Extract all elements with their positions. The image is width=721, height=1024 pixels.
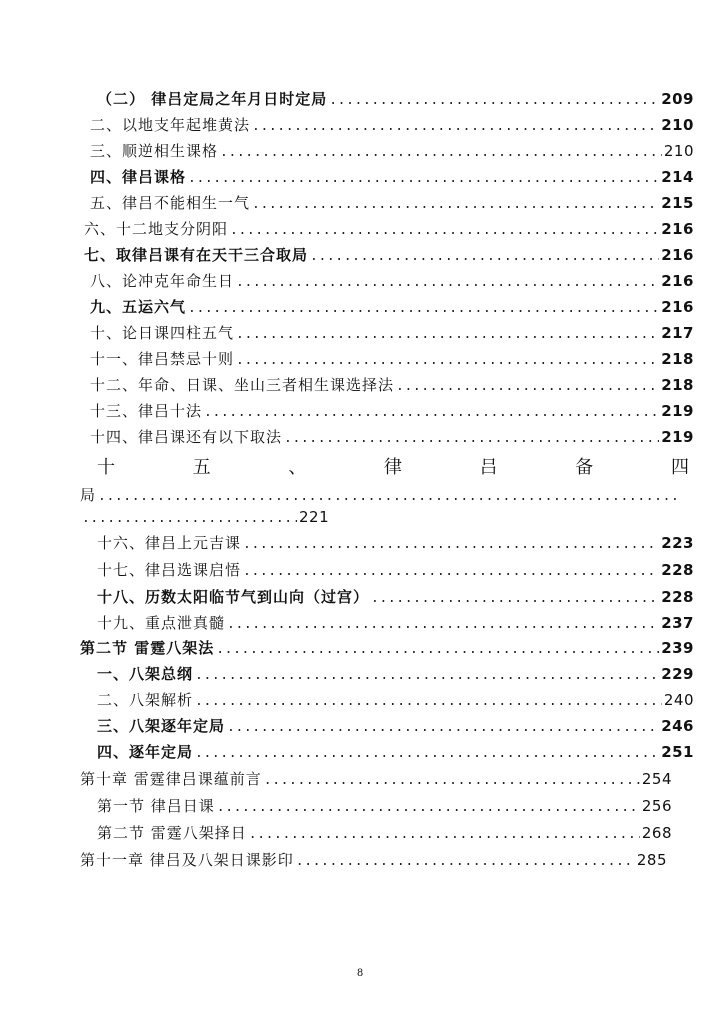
toc-entry bbox=[97, 532, 694, 558]
toc-leader-dots bbox=[284, 431, 659, 446]
toc-leader-dots bbox=[243, 564, 659, 579]
toc-entry-page: 254 bbox=[641, 770, 672, 788]
toc-entry-page: 209 bbox=[661, 90, 694, 108]
toc-entry-page: 229 bbox=[661, 665, 694, 683]
toc-leader-dots bbox=[236, 327, 659, 342]
toc-entry-label: 第一节 律吕日课 bbox=[97, 797, 215, 815]
toc-leader-dots bbox=[249, 827, 640, 842]
toc-leader-dots bbox=[236, 353, 659, 368]
toc-entry-page: 219 bbox=[661, 428, 694, 446]
toc-entry bbox=[90, 296, 694, 322]
toc-entry-label: 六、十二地支分阴阳 bbox=[84, 220, 229, 238]
toc-entry-page: 251 bbox=[661, 743, 694, 761]
toc-entry-page: 268 bbox=[641, 824, 672, 842]
toc-entry-label: 第二节 雷霆八架法 bbox=[80, 639, 215, 657]
toc-entry-page: 215 bbox=[661, 194, 694, 212]
spread-char: 五 bbox=[192, 457, 211, 478]
toc-leader-dots bbox=[195, 668, 659, 683]
toc-entry bbox=[80, 637, 694, 663]
toc-entry-label: 二、以地支年起堆黄法 bbox=[90, 116, 251, 134]
toc-entry bbox=[90, 426, 694, 452]
toc-entry-spread-page-line bbox=[80, 508, 380, 530]
toc-entry-page: 216 bbox=[661, 220, 694, 238]
toc-entry bbox=[90, 348, 694, 374]
toc-entry bbox=[84, 218, 694, 244]
toc-leader-dots bbox=[264, 773, 640, 788]
toc-entry-label: 八、论冲克年命生日 bbox=[90, 272, 235, 290]
toc-leader-dots bbox=[188, 301, 659, 316]
toc-entry bbox=[90, 114, 694, 140]
toc-entry-label: 十九、重点泄真髓 bbox=[97, 614, 226, 632]
toc-leader-dots bbox=[236, 275, 659, 290]
page-number: 8 bbox=[356, 968, 364, 979]
toc-entry bbox=[97, 741, 694, 767]
toc-entry bbox=[90, 400, 694, 426]
toc-leader-dots bbox=[252, 119, 659, 134]
toc-entry-label: 十一、律吕禁忌十则 bbox=[90, 350, 235, 368]
spread-char: 吕 bbox=[479, 457, 498, 478]
toc-entry-page: 218 bbox=[661, 350, 694, 368]
toc-entry-page: 285 bbox=[636, 851, 667, 869]
toc-leader-dots bbox=[227, 617, 659, 632]
toc-entry-label: 四、律吕课格 bbox=[90, 168, 187, 186]
toc-entry-page: 221 bbox=[299, 508, 330, 526]
spread-char: 十 bbox=[97, 457, 115, 478]
spread-char: 备 bbox=[575, 457, 594, 478]
toc-entry bbox=[90, 192, 694, 218]
toc-entry bbox=[97, 586, 694, 612]
spread-char: 四 bbox=[670, 457, 689, 478]
toc-entry bbox=[97, 822, 672, 848]
toc-entry-label: 四、逐年定局 bbox=[97, 743, 194, 761]
toc-leader-dots bbox=[188, 171, 659, 186]
toc-entry-spread-wrap bbox=[80, 484, 680, 506]
toc-entry bbox=[97, 795, 672, 821]
toc-entry-page: 240 bbox=[663, 691, 694, 709]
toc-entry-label: 十四、律吕课还有以下取法 bbox=[90, 428, 283, 446]
toc-entry-label: 一、八架总纲 bbox=[97, 665, 194, 683]
toc-leader-dots bbox=[329, 93, 659, 108]
toc-leader-dots bbox=[230, 223, 659, 238]
toc-entry-page: 223 bbox=[661, 534, 694, 552]
toc-entry-page: 216 bbox=[661, 246, 694, 264]
toc-leader-dots bbox=[227, 720, 659, 735]
toc-entry-label: 三、顺逆相生课格 bbox=[90, 142, 219, 160]
toc-leader-dots bbox=[252, 197, 659, 212]
toc-entry-label: 十七、律吕选课启悟 bbox=[97, 561, 242, 579]
toc-entry bbox=[84, 244, 694, 270]
toc-entry bbox=[97, 663, 694, 689]
toc-entry-label: 第二节 雷霆八架择日 bbox=[97, 824, 247, 842]
toc-entry bbox=[97, 88, 694, 114]
toc-entry-spread bbox=[97, 451, 689, 481]
toc-entry-label: 十六、律吕上元吉课 bbox=[97, 534, 242, 552]
toc-entry bbox=[90, 322, 694, 348]
toc-entry bbox=[97, 689, 694, 715]
toc-entry bbox=[90, 140, 694, 166]
toc-entry bbox=[90, 166, 694, 192]
toc-entry-label: 第十一章 律吕及八架日课影印 bbox=[80, 851, 294, 869]
toc-entry bbox=[90, 374, 694, 400]
spread-char: 、 bbox=[288, 457, 307, 478]
toc-leader-dots bbox=[195, 694, 662, 709]
toc-entry-page: 237 bbox=[661, 614, 694, 632]
toc-entry bbox=[97, 612, 694, 638]
toc-entry-page: 256 bbox=[641, 797, 672, 815]
toc-entry-page: 219 bbox=[661, 402, 694, 420]
toc-entry-page: 210 bbox=[661, 116, 694, 134]
toc-entry-label: 二、八架解析 bbox=[97, 691, 194, 709]
toc-entry-page: 228 bbox=[661, 588, 694, 606]
toc-entry-label: 七、取律吕课有在天干三合取局 bbox=[84, 246, 309, 264]
toc-entry-page: 218 bbox=[661, 376, 694, 394]
toc-entry-label: 五、律吕不能相生一气 bbox=[90, 194, 251, 212]
toc-entry-page: 228 bbox=[661, 561, 694, 579]
toc-entry bbox=[97, 559, 694, 585]
spread-wrap-char: 局 bbox=[80, 486, 97, 504]
toc-entry-label: 第十章 雷霆律吕课蕴前言 bbox=[80, 770, 262, 788]
spread-char: 律 bbox=[383, 457, 402, 478]
toc-leader-dots bbox=[204, 405, 659, 420]
toc-leader-dots bbox=[296, 854, 635, 869]
toc-entry-page: 210 bbox=[663, 142, 694, 160]
toc-entry-page: 216 bbox=[661, 272, 694, 290]
toc-leader-dots bbox=[217, 800, 640, 815]
toc-leader-dots bbox=[310, 249, 659, 264]
toc-leader-dots bbox=[371, 591, 659, 606]
toc-entry-label: 十、论日课四柱五气 bbox=[90, 324, 235, 342]
toc-leader-dots bbox=[220, 145, 662, 160]
toc-leader-dots bbox=[396, 379, 659, 394]
toc-entry-label: 十二、年命、日课、坐山三者相生课选择法 bbox=[90, 376, 395, 394]
toc-entry bbox=[97, 715, 694, 741]
toc-leader-dots bbox=[195, 746, 659, 761]
toc-entry-label: 十八、历数太阳临节气到山向（过宫） bbox=[97, 588, 370, 606]
toc-entry-page: 214 bbox=[661, 168, 694, 186]
toc-entry-label: 十三、律吕十法 bbox=[90, 402, 203, 420]
toc-entry bbox=[80, 849, 667, 875]
toc-entry-label: 九、五运六气 bbox=[90, 298, 187, 316]
toc-entry-page: 217 bbox=[661, 324, 694, 342]
toc-entry-page: 246 bbox=[661, 717, 694, 735]
toc-entry-page: 239 bbox=[661, 639, 694, 657]
toc-entry-label: （二） 律吕定局之年月日时定局 bbox=[97, 90, 328, 108]
toc-leader-dots bbox=[82, 511, 297, 526]
toc-entry bbox=[90, 270, 694, 296]
toc-entry bbox=[80, 768, 672, 794]
toc-entry-page: 216 bbox=[661, 298, 694, 316]
toc-leader-dots bbox=[216, 642, 659, 657]
toc-leader-dots bbox=[243, 537, 659, 552]
toc-entry-label: 三、八架逐年定局 bbox=[97, 717, 226, 735]
toc-leader-dots bbox=[98, 489, 678, 504]
